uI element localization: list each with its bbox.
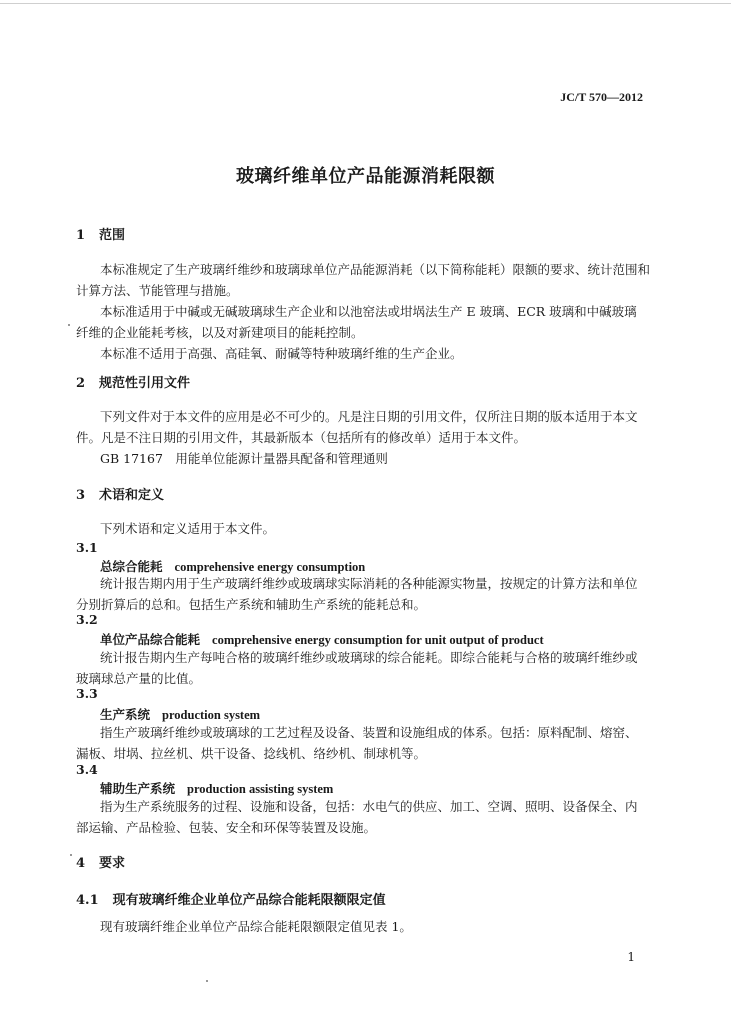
paragraph-line: 纤维的企业能耗考核，以及对新建项目的能耗控制。 (76, 325, 364, 340)
term-en: production system (162, 708, 261, 722)
section-title: 范围 (99, 228, 126, 243)
scan-speck (68, 324, 70, 326)
section-title: 术语和定义 (99, 488, 165, 503)
paragraph-line: 分别折算后的总和。包括生产系统和辅助生产系统的能耗总和。 (76, 597, 427, 612)
term-number: 3.2 (76, 612, 98, 627)
term-zh: 单位产品综合能耗 (100, 632, 201, 647)
paragraph-line: 下列文件对于本文件的应用是必不可少的。凡是注日期的引用文件，仅所注日期的版本适用于本文 (100, 409, 638, 424)
term-heading (100, 779, 333, 797)
term-zh: 生产系统 (100, 707, 151, 722)
term-number: 3.3 (76, 686, 98, 701)
scan-edge-line (0, 3, 731, 4)
term-zh: 总综合能耗 (100, 559, 163, 574)
section-number: 1 (76, 228, 86, 243)
reference-line: GB 17167 用能单位能源计量器具配备和管理通则 (100, 451, 388, 466)
section-4-heading (76, 852, 125, 871)
paragraph-line: 统计报告期内用于生产玻璃纤维纱或玻璃球实际消耗的各种能源实物量，按规定的计算方法和单位 (100, 576, 638, 591)
section-title: 要求 (99, 856, 126, 871)
term-heading (100, 630, 544, 648)
paragraph-line: 现有玻璃纤维企业单位产品综合能耗限额限定值见表 1。 (100, 919, 412, 934)
scan-speck (206, 980, 208, 982)
paragraph-line: 指为生产系统服务的过程、设施和设备，包括：水电气的供应、加工、空调、照明、设备保全、内 (100, 799, 638, 814)
term-heading (100, 705, 260, 723)
section-2-heading (76, 372, 190, 391)
section-1-heading (76, 224, 125, 243)
paragraph-line: 本标准规定了生产玻璃纤维纱和玻璃球单位产品能源消耗（以下简称能耗）限额的要求、统计范围和 (100, 262, 651, 277)
section-title: 规范性引用文件 (99, 376, 191, 391)
term-zh: 辅助生产系统 (100, 781, 176, 796)
section-number: 4 (76, 856, 86, 871)
standard-code: JC/T 570—2012 (560, 90, 643, 104)
subsection-4-1-heading (76, 889, 386, 908)
paragraph-line: 件。凡是不注日期的引用文件，其最新版本（包括所有的修改单）适用于本文件。 (76, 430, 527, 445)
section-number: 2 (76, 376, 86, 391)
page-number: 1 (627, 950, 635, 964)
paragraph-line: 下列术语和定义适用于本文件。 (100, 521, 276, 536)
section-3-heading (76, 484, 164, 503)
term-number: 3.4 (76, 762, 98, 777)
paragraph-line: 部运输、产品检验、包装、安全和环保等装置及设施。 (76, 820, 377, 835)
paragraph-line: 计算方法、节能管理与措施。 (76, 283, 239, 298)
term-en: production assisting system (187, 782, 334, 796)
term-number: 3.1 (76, 540, 98, 555)
term-en: comprehensive energy consumption for unit output of product (212, 633, 544, 647)
paragraph-line: 漏板、坩埚、拉丝机、烘干设备、捻线机、络纱机、制球机等。 (76, 746, 427, 761)
scan-speck (70, 854, 72, 856)
paragraph-line: 指生产玻璃纤维纱或玻璃球的工艺过程及设备、装置和设施组成的体系。包括：原料配制、熔窑、 (100, 725, 638, 740)
term-en: comprehensive energy consumption (174, 560, 366, 574)
paragraph-line: 统计报告期内生产每吨合格的玻璃纤维纱或玻璃球的综合能耗。即综合能耗与合格的玻璃纤维纱或 (100, 650, 638, 665)
subsection-title: 现有玻璃纤维企业单位产品综合能耗限额限定值 (112, 893, 386, 908)
paragraph-line: 本标准不适用于高强、高硅氧、耐碱等特种玻璃纤维的生产企业。 (100, 346, 463, 361)
document-title: 玻璃纤维单位产品能源消耗限额 (236, 166, 495, 187)
subsection-number: 4.1 (76, 893, 99, 908)
paragraph-line: 本标准适用于中碱或无碱玻璃球生产企业和以池窑法或坩埚法生产 E 玻璃、ECR 玻璃和中碱玻璃 (100, 304, 637, 319)
paragraph-line: 玻璃球总产量的比值。 (76, 671, 202, 686)
section-number: 3 (76, 488, 86, 503)
